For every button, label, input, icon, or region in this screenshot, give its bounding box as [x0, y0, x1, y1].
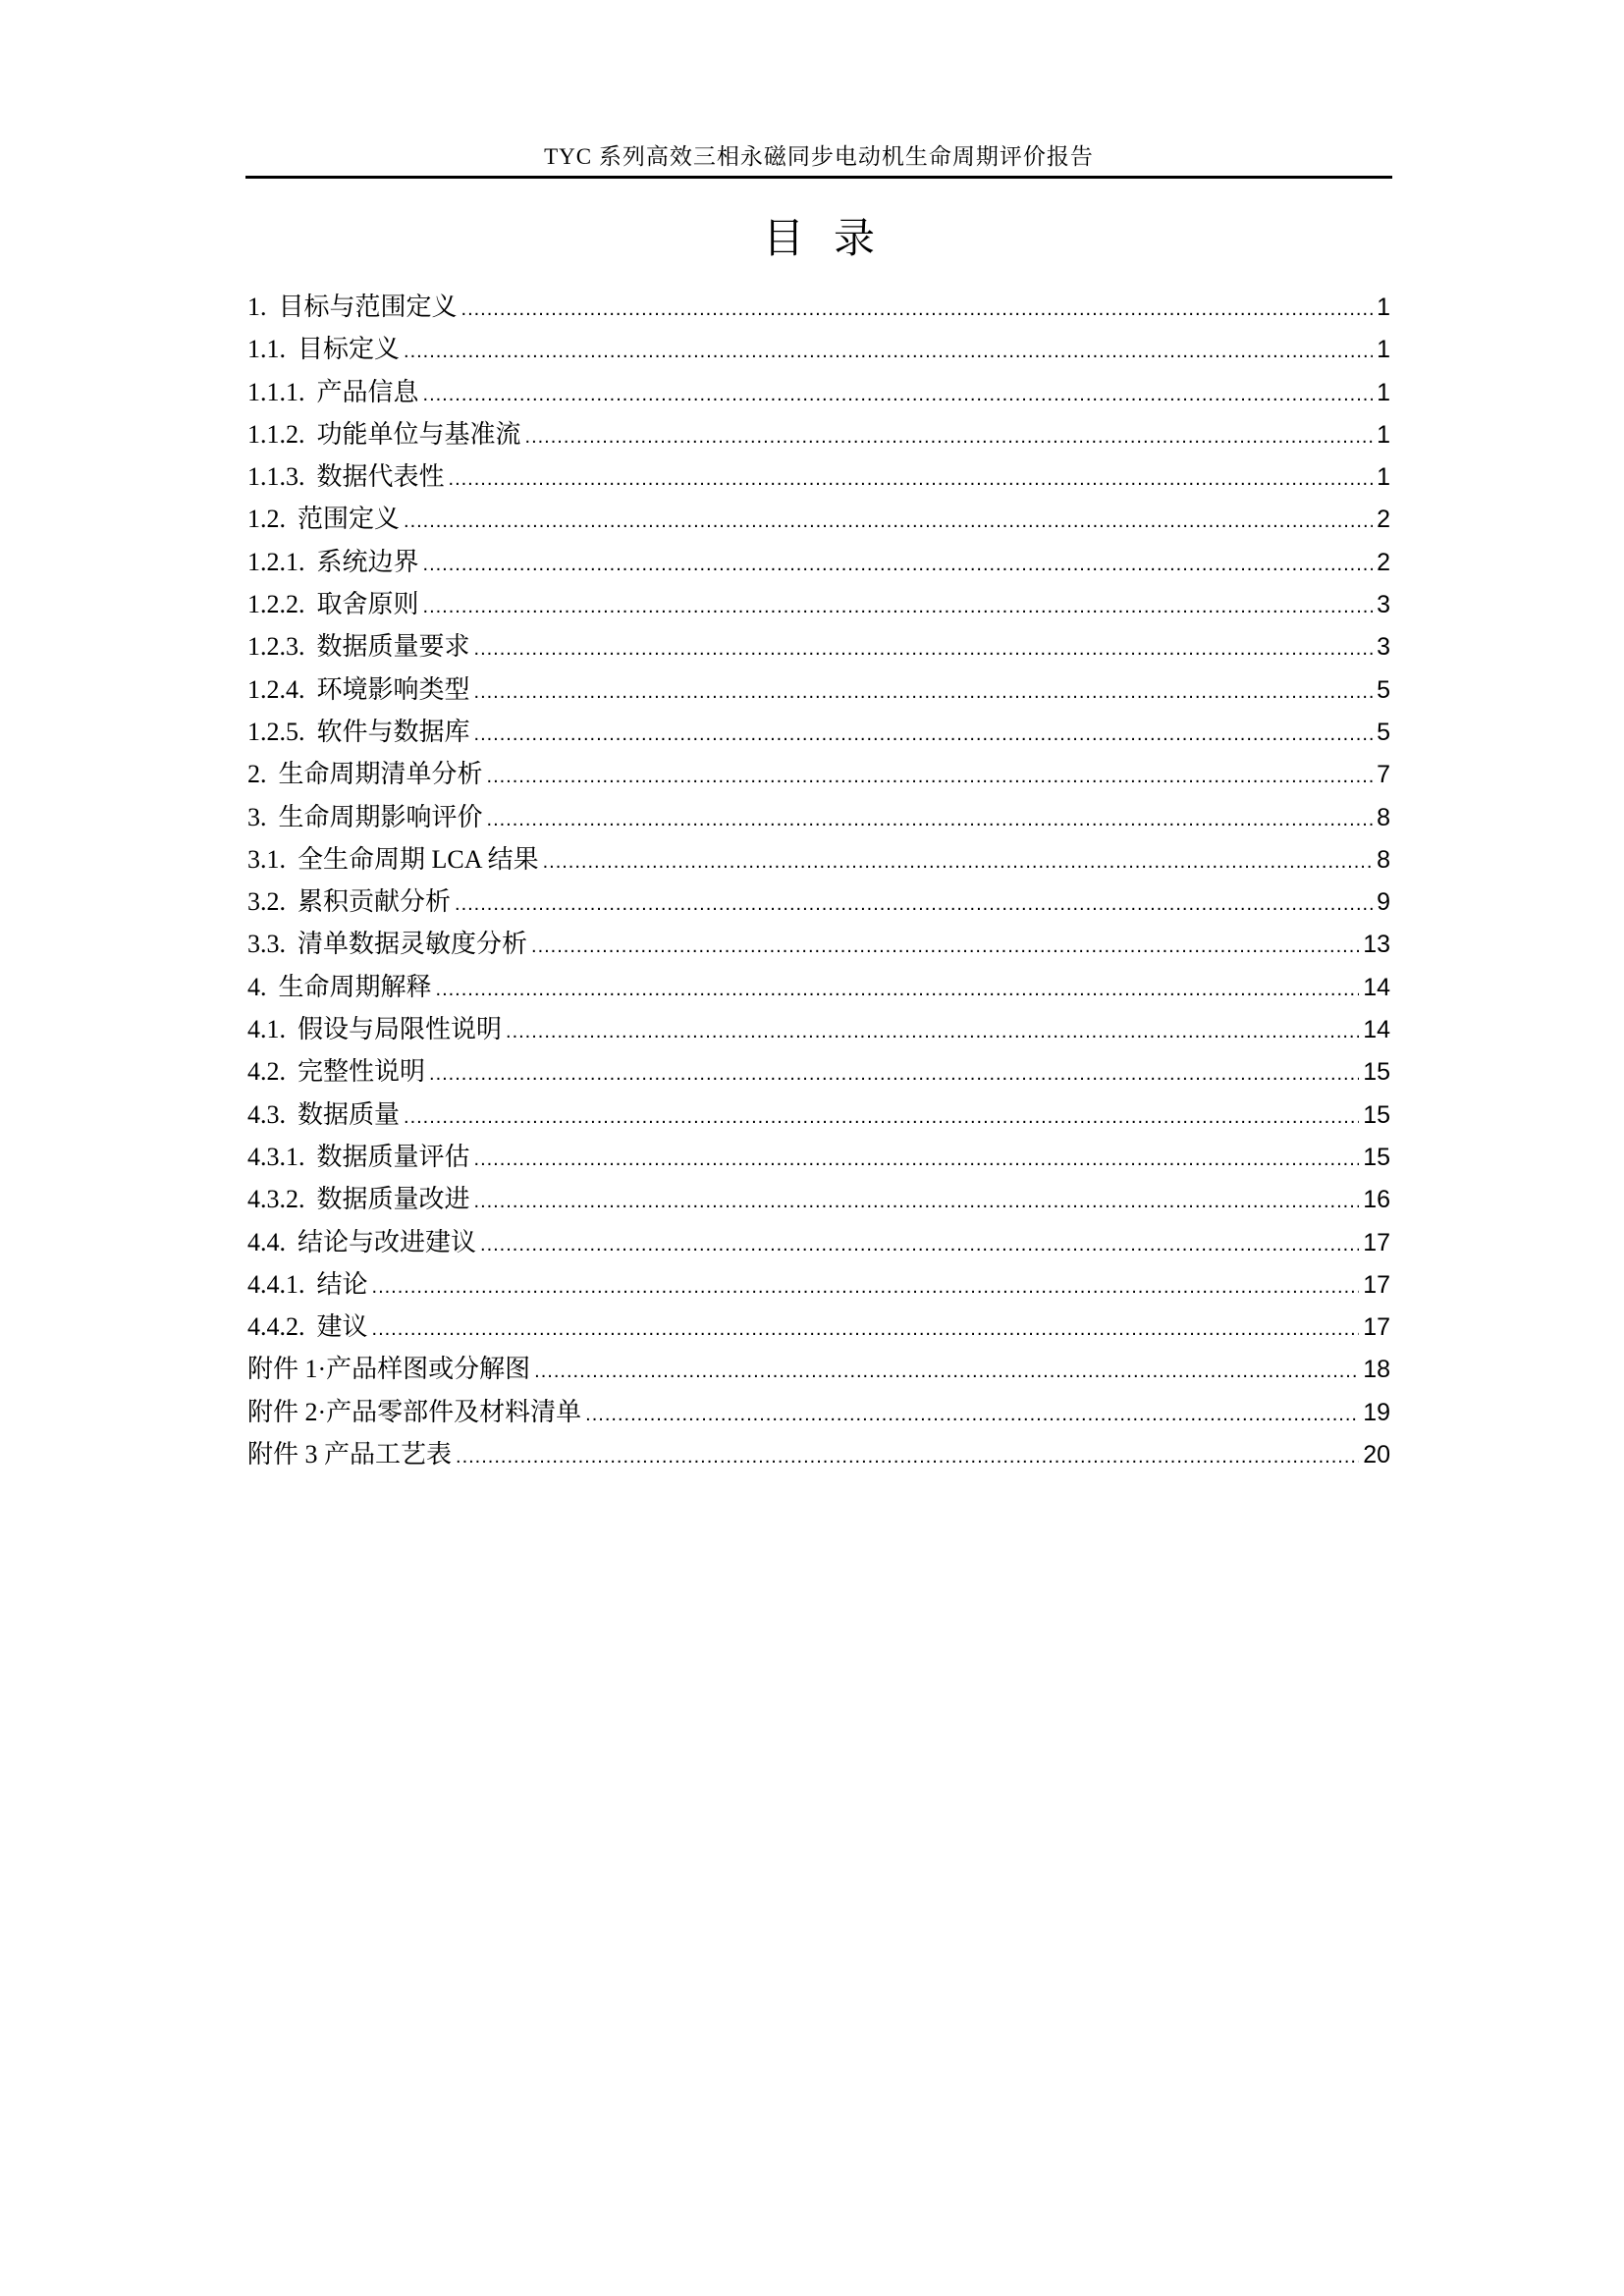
toc-dot-leader	[525, 416, 1373, 458]
toc-entry-title: 全生命周期 LCA 结果	[298, 844, 539, 874]
toc-dot-leader	[436, 969, 1360, 1011]
toc-dot-leader	[423, 544, 1373, 586]
toc-title: 目录	[762, 217, 904, 262]
toc-entry-title: 结论	[316, 1269, 368, 1299]
toc-dot-leader	[404, 501, 1373, 543]
toc-entry-number: 1.2.1.	[247, 547, 305, 576]
toc-entry-number: 1.1.1.	[247, 377, 305, 406]
toc-entry-number: 4.4.1.	[247, 1269, 305, 1299]
toc-dot-leader	[456, 1436, 1359, 1478]
toc-entry-number: 4.1.	[247, 1015, 286, 1044]
toc-entry-number: 3.2.	[247, 887, 286, 917]
toc-dot-leader	[543, 841, 1373, 883]
toc-entry-title: 数据代表性	[316, 462, 445, 492]
toc-entry[interactable]	[247, 328, 1392, 370]
toc-entry-title: 生命周期清单分析	[278, 760, 483, 789]
toc-entry-title: 数据质量	[298, 1099, 401, 1129]
toc-entry[interactable]	[247, 286, 1392, 328]
toc-entry-page: 1	[1377, 463, 1390, 492]
toc-dot-leader	[423, 374, 1373, 416]
toc-entry-page: 1	[1377, 336, 1390, 364]
toc-entry[interactable]	[247, 966, 1392, 1008]
toc-dot-leader	[429, 1053, 1359, 1095]
toc-entry[interactable]	[247, 1433, 1392, 1475]
toc-entry-title: 累积贡献分析	[298, 887, 452, 917]
toc-entry-title: 软件与数据库	[316, 717, 470, 746]
toc-entry-number: 3.3.	[247, 930, 286, 959]
toc-entry-number: 3.1.	[247, 844, 286, 874]
toc-entry[interactable]	[247, 796, 1392, 838]
toc-entry-number: 1.1.3.	[247, 462, 305, 492]
toc-entry-number: 1.2.5.	[247, 717, 305, 746]
toc-dot-leader	[534, 1351, 1359, 1393]
toc-entry[interactable]	[247, 498, 1392, 540]
toc-entry-title: 数据质量改进	[316, 1185, 470, 1214]
toc-entry-page: 3	[1377, 591, 1390, 619]
toc-entry-page: 15	[1363, 1143, 1390, 1171]
toc-dot-leader	[531, 926, 1359, 968]
toc-entry-title: 系统边界	[316, 547, 419, 576]
toc-entry-page: 13	[1363, 931, 1390, 959]
toc-entry-page: 16	[1363, 1186, 1390, 1214]
toc-entry[interactable]	[247, 1391, 1392, 1433]
toc-entry[interactable]	[247, 413, 1392, 455]
toc-entry-page: 15	[1363, 1058, 1390, 1087]
toc-entry-page: 19	[1363, 1398, 1390, 1426]
toc-dot-leader	[487, 799, 1373, 841]
toc-entry-number: 4.3.1.	[247, 1142, 305, 1171]
toc-entry-page: 18	[1363, 1356, 1390, 1384]
toc-entry-page: 7	[1377, 761, 1390, 789]
toc-entry-page: 14	[1363, 973, 1390, 1001]
toc-entry-number: 4.2.	[247, 1057, 286, 1087]
toc-dot-leader	[474, 714, 1373, 756]
toc-entry-page: 9	[1377, 888, 1390, 917]
toc-entry-title: 假设与局限性说明	[298, 1015, 503, 1044]
toc-dot-leader	[461, 289, 1373, 331]
toc-entry-page: 1	[1377, 378, 1390, 406]
running-header: TYC 系列高效三相永磁同步电动机生命周期评价报告	[544, 144, 1094, 169]
toc-dot-leader	[480, 1224, 1359, 1266]
toc-entry-number: 1.2.	[247, 505, 286, 534]
toc-entry-title: 生命周期解释	[278, 972, 432, 1001]
toc-entry[interactable]	[247, 1178, 1392, 1220]
toc-entry-number: 1.1.	[247, 335, 286, 364]
toc-entry[interactable]	[247, 753, 1392, 795]
toc-entry[interactable]	[247, 1221, 1392, 1263]
toc-entry-page: 1	[1377, 294, 1390, 321]
toc-entry-number: 4.4.	[247, 1227, 286, 1256]
toc-dot-leader	[474, 1139, 1360, 1181]
toc-dot-leader	[474, 671, 1373, 714]
toc-entry-number: 4.4.2.	[247, 1312, 305, 1342]
toc-entry-title: 附件 2·产品零部件及材料清单	[247, 1397, 582, 1426]
toc-entry-title: 产品信息	[316, 377, 419, 406]
toc-entry[interactable]	[247, 838, 1392, 881]
toc-entry-title: 取舍原则	[316, 590, 419, 619]
toc-entry-page: 5	[1377, 718, 1390, 746]
toc-entry[interactable]	[247, 371, 1392, 413]
toc-entry-title: 附件 3 产品工艺表	[247, 1440, 453, 1469]
toc-entry[interactable]	[247, 1094, 1392, 1136]
toc-entry[interactable]	[247, 1136, 1392, 1178]
toc-entry-title: 环境影响类型	[316, 674, 470, 704]
toc-dot-leader	[372, 1266, 1360, 1308]
toc-entry[interactable]	[247, 668, 1392, 711]
toc-entry-page: 17	[1363, 1270, 1390, 1299]
toc-dot-leader	[487, 756, 1373, 798]
toc-entry-title: 数据质量要求	[316, 632, 470, 662]
table-of-contents	[247, 286, 1392, 1475]
toc-entry-number: 4.3.	[247, 1099, 286, 1129]
toc-entry-page: 17	[1363, 1313, 1390, 1342]
toc-dot-leader	[585, 1394, 1359, 1436]
toc-entry-title: 完整性说明	[298, 1057, 426, 1087]
toc-entry-page: 5	[1377, 675, 1390, 704]
toc-entry-title: 功能单位与基准流	[316, 419, 521, 449]
toc-entry-number: 1.2.3.	[247, 632, 305, 662]
toc-entry-title: 范围定义	[298, 505, 401, 534]
toc-entry-page: 15	[1363, 1100, 1390, 1129]
toc-entry[interactable]	[247, 1263, 1392, 1306]
toc-entry-number: 4.3.2.	[247, 1185, 305, 1214]
toc-entry-page: 20	[1363, 1441, 1390, 1469]
toc-entry[interactable]	[247, 541, 1392, 583]
toc-entry[interactable]	[247, 923, 1392, 965]
toc-entry-title: 数据质量评估	[316, 1142, 470, 1171]
toc-entry-number: 3.	[247, 802, 267, 831]
toc-dot-leader	[455, 883, 1373, 926]
toc-entry-number: 1.2.4.	[247, 674, 305, 704]
toc-dot-leader	[372, 1308, 1360, 1351]
toc-entry-title: 建议	[316, 1312, 368, 1342]
toc-entry-title: 清单数据灵敏度分析	[298, 930, 528, 959]
toc-entry-title: 目标定义	[298, 335, 401, 364]
toc-entry-number: 1.1.2.	[247, 419, 305, 449]
toc-entry-title: 结论与改进建议	[298, 1227, 477, 1256]
toc-entry-number: 2.	[247, 760, 267, 789]
toc-entry[interactable]	[247, 711, 1392, 753]
toc-entry[interactable]	[247, 455, 1392, 498]
toc-entry-title: 目标与范围定义	[278, 293, 458, 321]
toc-entry[interactable]	[247, 583, 1392, 625]
toc-entry[interactable]	[247, 1306, 1392, 1348]
toc-entry-page: 3	[1377, 633, 1390, 662]
toc-entry[interactable]	[247, 1050, 1392, 1093]
toc-dot-leader	[404, 1096, 1359, 1139]
toc-entry-title: 生命周期影响评价	[278, 802, 483, 831]
toc-entry-number: 4.	[247, 972, 267, 1001]
toc-entry-page: 1	[1377, 420, 1390, 449]
toc-dot-leader	[474, 1181, 1360, 1223]
toc-dot-leader	[404, 331, 1373, 373]
toc-entry[interactable]	[247, 1348, 1392, 1390]
header-rule	[245, 176, 1392, 179]
toc-entry-page: 14	[1363, 1016, 1390, 1044]
toc-entry-number: 1.2.2.	[247, 590, 305, 619]
toc-entry-page: 17	[1363, 1228, 1390, 1256]
toc-dot-leader	[474, 628, 1373, 670]
toc-entry-page: 8	[1377, 845, 1390, 874]
toc-entry-page: 2	[1377, 506, 1390, 534]
toc-dot-leader	[423, 586, 1373, 628]
toc-entry-number: 1.	[247, 293, 267, 321]
toc-entry[interactable]	[247, 1008, 1392, 1050]
toc-dot-leader	[506, 1011, 1359, 1053]
toc-entry[interactable]	[247, 625, 1392, 667]
toc-entry-page: 8	[1377, 803, 1390, 831]
toc-entry[interactable]	[247, 881, 1392, 923]
toc-entry-page: 2	[1377, 548, 1390, 576]
toc-dot-leader	[449, 458, 1373, 501]
toc-entry-title: 附件 1·产品样图或分解图	[247, 1355, 531, 1384]
